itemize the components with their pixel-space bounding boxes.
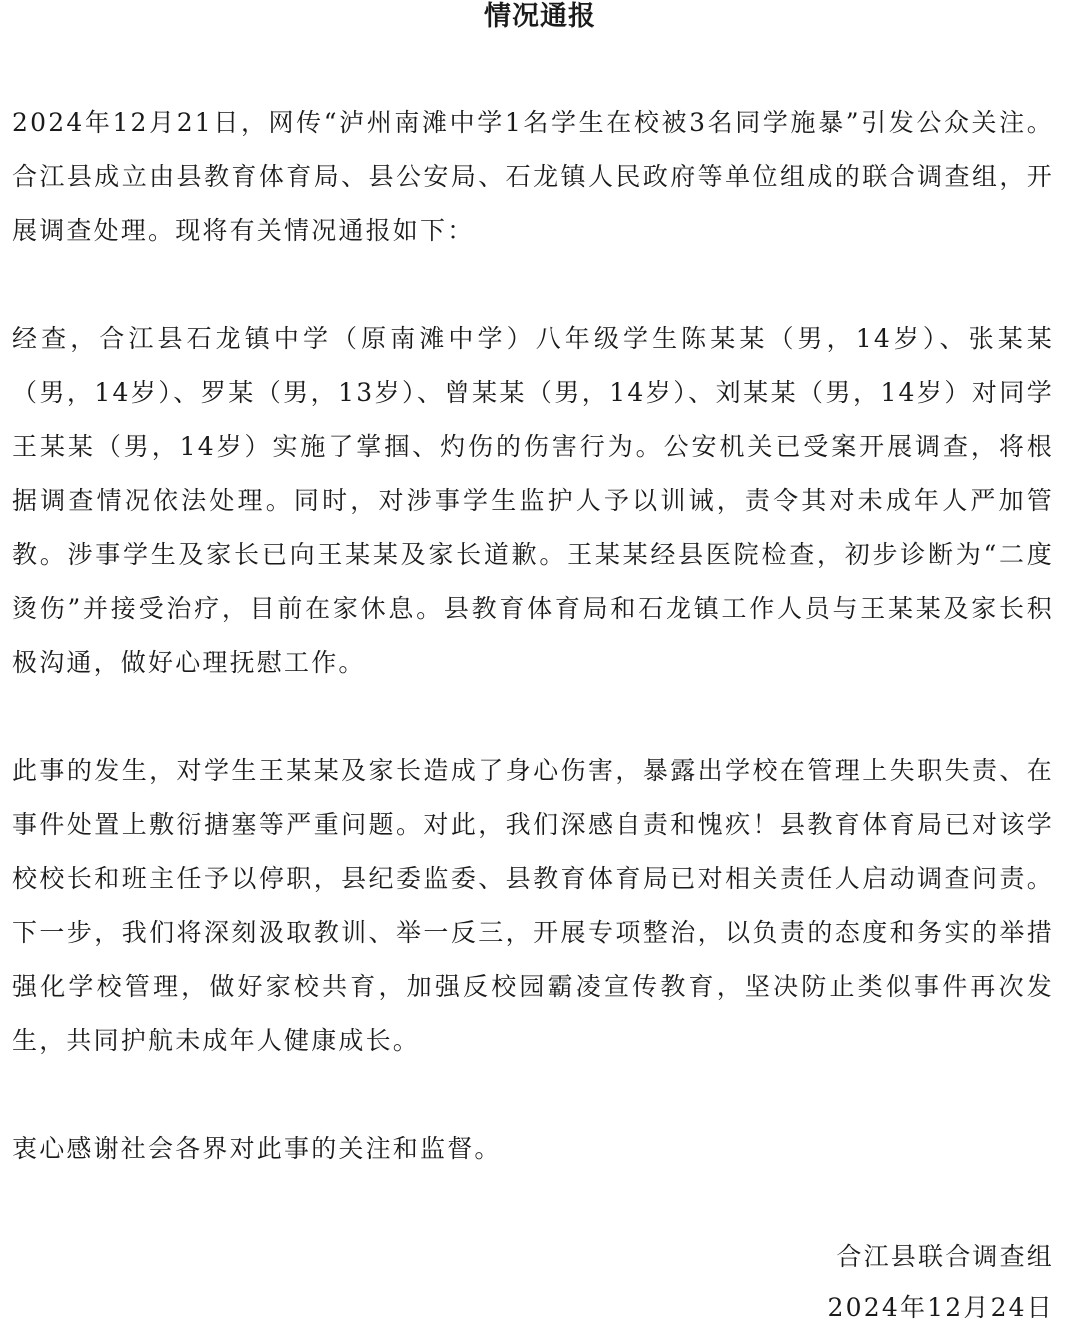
- paragraph-thanks: 衷心感谢社会各界对此事的关注和监督。: [12, 1134, 502, 1163]
- signature-date: 2024年12月24日: [827, 1293, 1054, 1322]
- signature-organization: 合江县联合调查组: [836, 1242, 1054, 1271]
- paragraph-investigation: 经查，合江县石龙镇中学（原南滩中学）八年级学生陈某某（男，14岁）、张某某（男，14岁）、罗某（男，13岁）、曾某某（男，14岁）、刘某某（男，14岁）对同学王某某（男，14岁）实施了掌掴、灼伤的伤害行为。公安机关已受案开展调查，将根据调查情况依法处理。同时，对涉事学生监护人予以训诫，责令其对未成年人严加管教。涉事学生及家长已向王某某及家长道歉。王某某经县医院检查，初步诊断为“二度烫伤”并接受治疗，目前在家休息。县教育体育局和石龙镇工作人员与王某某及家长积极沟通，做好心理抚慰工作。: [12, 324, 1054, 677]
- document-title: 情况通报: [484, 1, 596, 32]
- paragraph-intro: 2024年12月21日，网传“泸州南滩中学1名学生在校被3名同学施暴”引发公众关注。合江县成立由县教育体育局、县公安局、石龙镇人民政府等单位组成的联合调查组，开展调查处理。现将有关情况通报如下：: [12, 108, 1054, 245]
- paragraph-accountability: 此事的发生，对学生王某某及家长造成了身心伤害，暴露出学校在管理上失职失责、在事件处置上敷衍搪塞等严重问题。对此，我们深感自责和愧疚！县教育体育局已对该学校校长和班主任予以停职，县纪委监委、县教育体育局已对相关责任人启动调查问责。下一步，我们将深刻汲取教训、举一反三，开展专项整治，以负责的态度和务实的举措强化学校管理，做好家校共育，加强反校园霸凌宣传教育，坚决防止类似事件再次发生，共同护航未成年人健康成长。: [12, 756, 1054, 1055]
